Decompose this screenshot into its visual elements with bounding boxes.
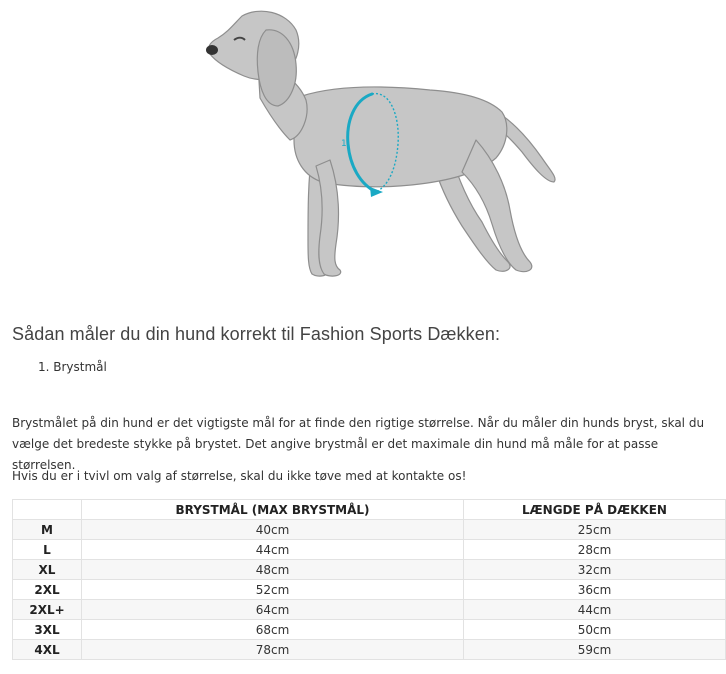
dog-chest-measurement-icon [190,0,570,292]
chest-column-header: BRYSTMÅL (MAX BRYSTMÅL) [82,500,464,520]
length-cell: 59cm [464,640,726,660]
size-cell: 2XL [13,580,82,600]
size-cell: M [13,520,82,540]
length-column-header: LÆNGDE PÅ DÆKKEN [464,500,726,520]
length-cell: 28cm [464,540,726,560]
chest-cell: 64cm [82,600,464,620]
length-cell: 32cm [464,560,726,580]
steps-list [38,360,107,374]
chest-cell: 40cm [82,520,464,540]
measurement-marker-label: 1 [341,139,347,149]
table-row [13,580,726,600]
size-table [12,499,726,660]
chest-cell: 44cm [82,540,464,560]
chest-cell: 68cm [82,620,464,640]
page-heading: Sådan måler du din hund korrekt til Fashion Sports Dækken: [12,324,501,344]
chest-cell: 52cm [82,580,464,600]
length-cell: 36cm [464,580,726,600]
length-cell: 44cm [464,600,726,620]
table-row [13,560,726,580]
size-cell: 3XL [13,620,82,640]
chest-cell: 78cm [82,640,464,660]
table-row [13,620,726,640]
table-row [13,520,726,540]
step-item-chest: 1. Brystmål [38,360,107,374]
table-header-row [13,500,726,520]
dog-measurement-illustration [190,0,570,292]
length-cell: 25cm [464,520,726,540]
table-row [13,600,726,620]
table-row [13,640,726,660]
table-row [13,540,726,560]
chest-measurement-paragraph: Brystmålet på din hund er det vigtigste mål for at finde den rigtige størrelse. Når du måler din hunds bryst, skal du vælge det bredeste stykke på brystet. Det angive brystmål er det maximale din hund må måle for at passe størrelsen. [12,416,705,472]
size-cell: XL [13,560,82,580]
contact-paragraph: Hvis du er i tvivl om valg af størrelse, skal du ikke tøve med at kontakte os! [12,469,467,483]
size-cell: 4XL [13,640,82,660]
chest-cell: 48cm [82,560,464,580]
length-cell: 50cm [464,620,726,640]
size-column-header [13,500,82,520]
size-cell: 2XL+ [13,600,82,620]
size-cell: L [13,540,82,560]
